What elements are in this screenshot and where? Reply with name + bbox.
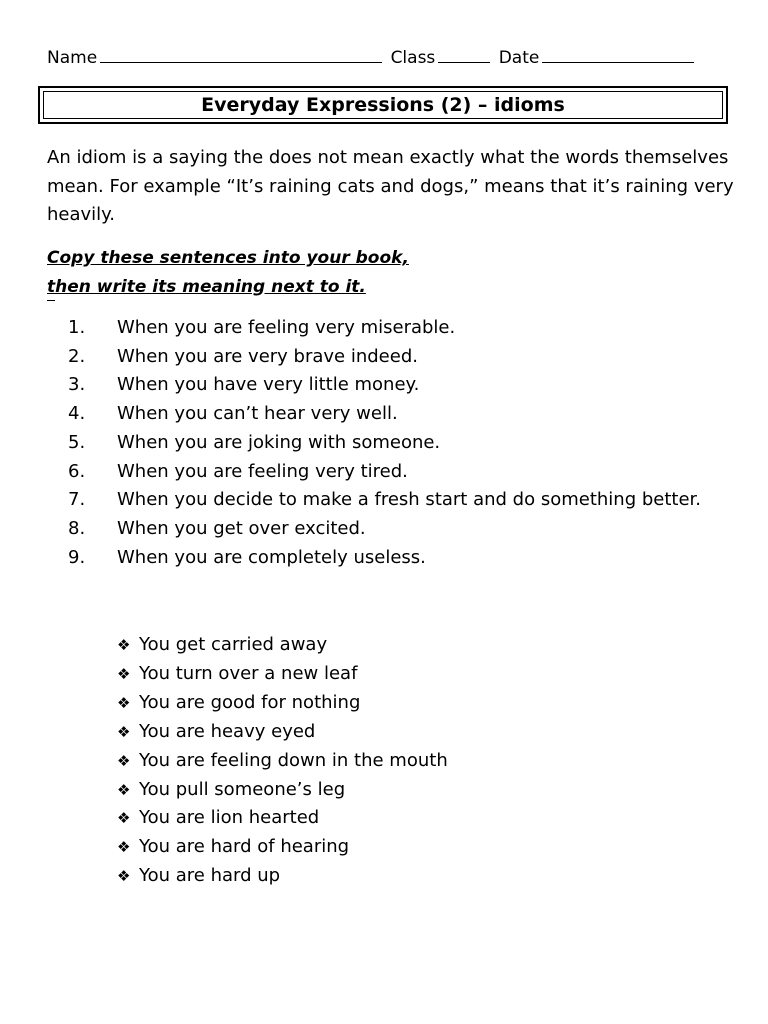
instruction-line-2: then write its meaning next to it. — [47, 276, 366, 297]
meaning-text: You turn over a new leaf — [139, 662, 358, 684]
list-item — [0, 314, 768, 343]
diamond-dots-icon: ❖ — [117, 693, 131, 712]
date-blank — [542, 46, 694, 63]
item-text: When you are very brave indeed. — [117, 345, 418, 367]
meaning-text: You are good for nothing — [139, 691, 361, 713]
item-text: When you are feeling very tired. — [117, 460, 408, 482]
meaning-text: You are feeling down in the mouth — [139, 749, 448, 771]
intro-paragraph: An idiom is a saying the does not mean exactly what the words themselves mean. For example “It’s raining cats and dogs,” means that it’s raining very heavily. — [47, 147, 734, 226]
header-row — [47, 46, 727, 70]
title-box — [38, 86, 728, 124]
diamond-dots-icon: ❖ — [117, 809, 131, 828]
item-number: 2. — [68, 345, 86, 367]
list-item — [0, 458, 768, 487]
list-item — [0, 544, 768, 573]
instruction — [47, 244, 507, 301]
diamond-dots-icon: ❖ — [117, 867, 131, 886]
list-item — [0, 371, 768, 400]
list-item — [0, 400, 768, 429]
list-item — [0, 486, 768, 515]
sentence-list — [0, 314, 768, 572]
class-label: Class — [390, 48, 436, 68]
list-item — [0, 776, 768, 805]
name-blank — [100, 46, 382, 63]
item-text: When you decide to make a fresh start and do something better. — [117, 489, 702, 511]
meaning-text: You are hard up — [139, 865, 281, 887]
meaning-text: You pull someone’s leg — [139, 778, 346, 800]
list-item — [0, 718, 768, 747]
list-item — [0, 660, 768, 689]
item-text: When you have very little money. — [117, 374, 420, 396]
diamond-dots-icon: ❖ — [117, 751, 131, 770]
item-number: 6. — [68, 460, 86, 482]
list-item — [0, 862, 768, 891]
class-blank — [438, 46, 490, 63]
page-title: Everyday Expressions (2) – idioms — [201, 94, 565, 116]
diamond-dots-icon: ❖ — [117, 636, 131, 654]
item-text: When you are feeling very miserable. — [117, 317, 456, 338]
diamond-dots-icon: ❖ — [117, 664, 131, 683]
meaning-list — [0, 631, 768, 891]
list-item — [0, 515, 768, 544]
meaning-text: You are hard of hearing — [139, 836, 350, 858]
item-number: 4. — [68, 403, 86, 425]
item-number: 8. — [68, 517, 86, 539]
divider-dash — [47, 300, 55, 301]
instruction-line-1: Copy these sentences into your book, — [47, 248, 409, 268]
meaning-text: You are lion hearted — [139, 807, 320, 829]
list-item — [0, 429, 768, 458]
list-item — [0, 343, 768, 372]
meaning-text: You are heavy eyed — [139, 720, 316, 742]
item-text: When you can’t hear very well. — [117, 403, 398, 425]
item-text: When you are joking with someone. — [117, 431, 441, 453]
list-item — [0, 689, 768, 718]
list-item — [0, 804, 768, 833]
title-box-inner — [43, 91, 723, 119]
item-number: 7. — [68, 489, 86, 511]
diamond-dots-icon: ❖ — [117, 722, 131, 741]
item-number: 5. — [68, 431, 86, 453]
item-text: When you are completely useless. — [117, 546, 426, 568]
diamond-dots-icon: ❖ — [117, 780, 131, 799]
diamond-dots-icon: ❖ — [117, 838, 131, 857]
list-item — [0, 631, 768, 660]
item-text: When you get over excited. — [117, 517, 366, 539]
item-number: 1. — [68, 317, 86, 338]
date-label: Date — [498, 48, 540, 68]
list-item — [0, 747, 768, 776]
meaning-text: You get carried away — [139, 634, 328, 655]
name-label: Name — [47, 48, 98, 68]
list-item — [0, 833, 768, 862]
item-number: 3. — [68, 374, 86, 396]
item-number: 9. — [68, 546, 86, 568]
